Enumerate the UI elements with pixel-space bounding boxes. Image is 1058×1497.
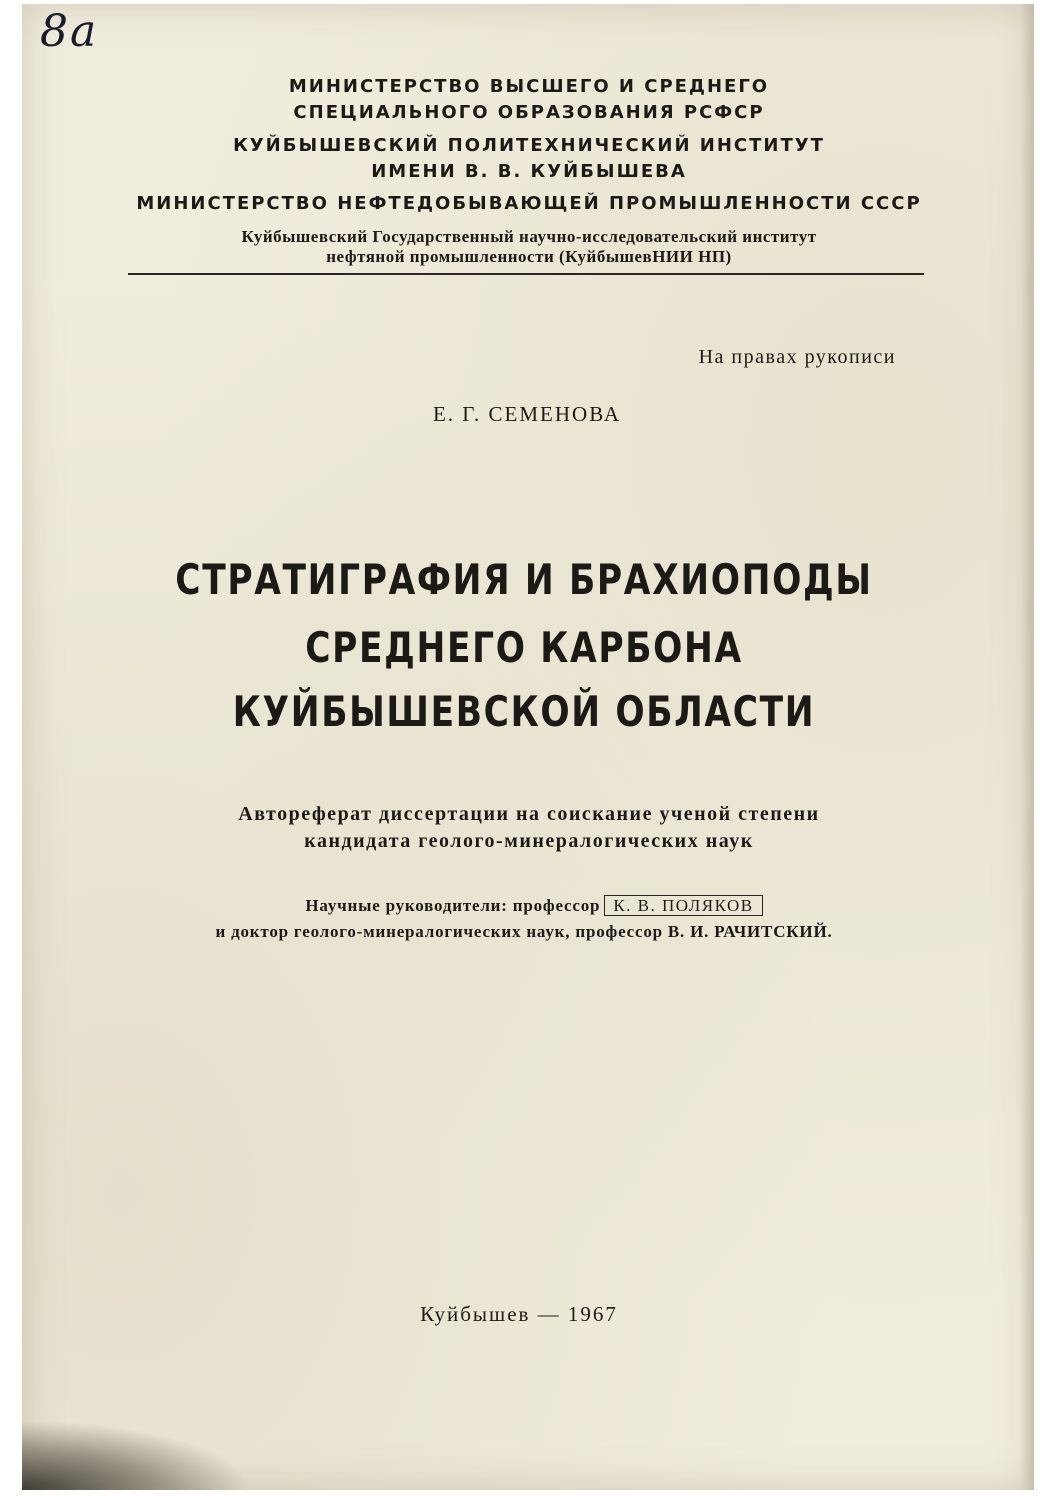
supervisor-name-boxed: К. В. ПОЛЯКОВ xyxy=(604,895,762,916)
ministry-line-1: МИНИСТЕРСТВО ВЫСШЕГО И СРЕДНЕГО xyxy=(288,76,770,97)
institute-line-2: ИМЕНИ В. В. КУЙБЫШЕВА xyxy=(371,161,687,182)
author-name: Е. Г. СЕМЕНОВА xyxy=(432,402,622,426)
handwritten-page-number: 8а xyxy=(40,6,99,57)
subtitle-line-1: Автореферат диссертации на соискание ученой степени xyxy=(238,803,820,825)
imprint-city-year: Куйбышев — 1967 xyxy=(420,1302,618,1326)
title-line-1: СТРАТИГРАФИЯ И БРАХИОПОДЫ xyxy=(175,555,873,604)
supervisors-prefix: Научные руководители: профессор xyxy=(305,896,601,915)
supervisors-line-1 xyxy=(5,896,1058,916)
subtitle-line-2: кандидата геолого-минералогических наук xyxy=(304,830,754,852)
research-institute-line-2: нефтяной промышленности (КуйбышевНИИ НП) xyxy=(326,247,732,266)
research-institute-line-1: Куйбышевский Государственный научно-исследовательский институт xyxy=(241,227,817,246)
supervisors-line-2: и доктор геолого-минералогических наук, профессор В. И. РАЧИТСКИЙ. xyxy=(215,922,833,941)
manuscript-note: На правах рукописи xyxy=(698,346,896,368)
title-line-3: КУЙБЫШЕВСКОЙ ОБЛАСТИ xyxy=(232,687,816,736)
title-line-2: СРЕДНЕГО КАРБОНА xyxy=(305,623,743,672)
header-divider xyxy=(128,273,924,275)
ministry-line-2: СПЕЦИАЛЬНОГО ОБРАЗОВАНИЯ РСФСР xyxy=(293,102,765,123)
oil-ministry-line: МИНИСТЕРСТВО НЕФТЕДОБЫВАЮЩЕЙ ПРОМЫШЛЕННОСТИ СССР xyxy=(136,193,922,214)
worn-corner-stain xyxy=(22,1420,252,1490)
institute-line-1: КУЙБЫШЕВСКИЙ ПОЛИТЕХНИЧЕСКИЙ ИНСТИТУТ xyxy=(233,135,825,156)
